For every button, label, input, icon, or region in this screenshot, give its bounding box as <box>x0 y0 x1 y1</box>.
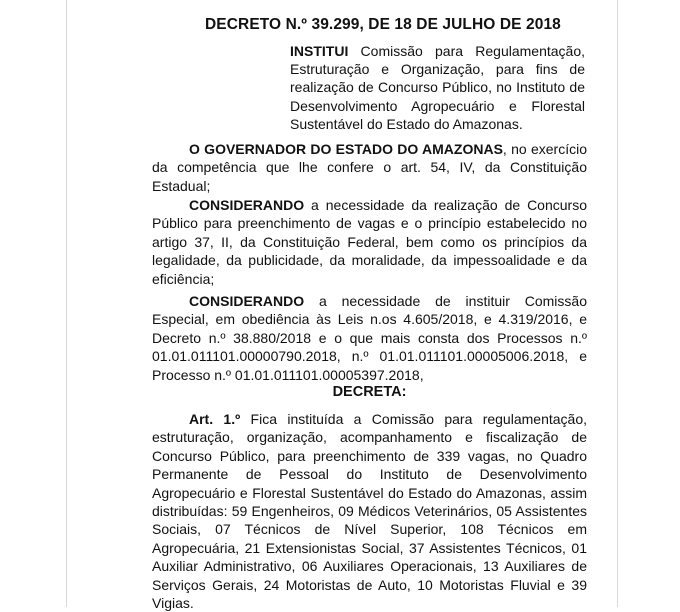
ementa-keyword: INSTITUI <box>290 43 349 59</box>
page-edge-left <box>66 0 67 607</box>
considerando-1-block <box>152 196 587 288</box>
article-1-label: Art. 1.º <box>189 411 241 427</box>
article-1-text: Fica instituída a Comissão para regulamentação, estruturação, organização, acompanhamento e fiscalização de Concurso Público, para preenchimento de 339 vagas, no Quadro Permanente de Pessoal do Instituto de Desenvolvimento Agropecuário e Florestal Sustentável do Estado do Amazonas, assim distribuídas: 59 Engenheiros, 09 Médicos Veterinários, 05 Assistentes Sociais, 07 Técnicos de Nível Superior, 108 Técnicos em Agropecuária, 21 Extensionistas Social, 37 Assistentes Técnicos, 01 Auxiliar Administrativo, 06 Auxiliares Operacionais, 13 Auxiliares de Serviços Gerais, 24 Motoristas de Auto, 10 Motoristas Fluvial e 39 Vigias. <box>152 411 587 612</box>
decree-title: DECRETO N.º 39.299, DE 18 DE JULHO DE 2018 <box>205 16 561 33</box>
page-edge-right <box>617 0 618 607</box>
decreta-heading: DECRETA: <box>332 384 407 400</box>
preamble-text: , no exercício da competência que lhe confere o art. 54, IV, da Constituição Estadual; <box>152 141 587 194</box>
article-1-block <box>152 410 587 612</box>
decree-ementa <box>290 42 585 133</box>
considerando-2-block <box>152 292 587 384</box>
preamble-block <box>152 140 587 195</box>
considerando-1-keyword: CONSIDERANDO <box>189 197 305 213</box>
ementa-text: Comissão para Regulamentação, Estruturação e Organização, para fins de realização de Concurso Público, no Instituto de Desenvolvimento Agropecuário e Florestal Sustentável do Estado do Amazonas. <box>290 43 585 132</box>
considerando-2-keyword: CONSIDERANDO <box>189 293 305 309</box>
article-1-paragraph <box>152 410 587 612</box>
considerando-paragraph-1 <box>152 196 587 288</box>
considerando-1-text: a necessidade da realização de Concurso Público para preenchimento de vagas e o princípio estabelecido no artigo 37, II, da Constituição Federal, bem como os princípios da legalidade, da publicidade, da moralidade, da impessoalidade e da eficiência; <box>152 197 587 287</box>
considerando-2-text: a necessidade de instituir Comissão Especial, em obediência às Leis n.os 4.605/2018, e 4.319/2016, e Decreto n.º 38.880/2018 e o que mais consta dos Processos n.º 01.01.011101.00000790.2018, n.º 01.01.011101.00005006.2018, e Processo n.º 01.01.011101.00005397.2018, <box>152 293 587 383</box>
preamble-paragraph <box>152 140 587 195</box>
preamble-keyword: O GOVERNADOR DO ESTADO DO AMAZONAS <box>189 141 503 157</box>
considerando-paragraph-2 <box>152 292 587 384</box>
